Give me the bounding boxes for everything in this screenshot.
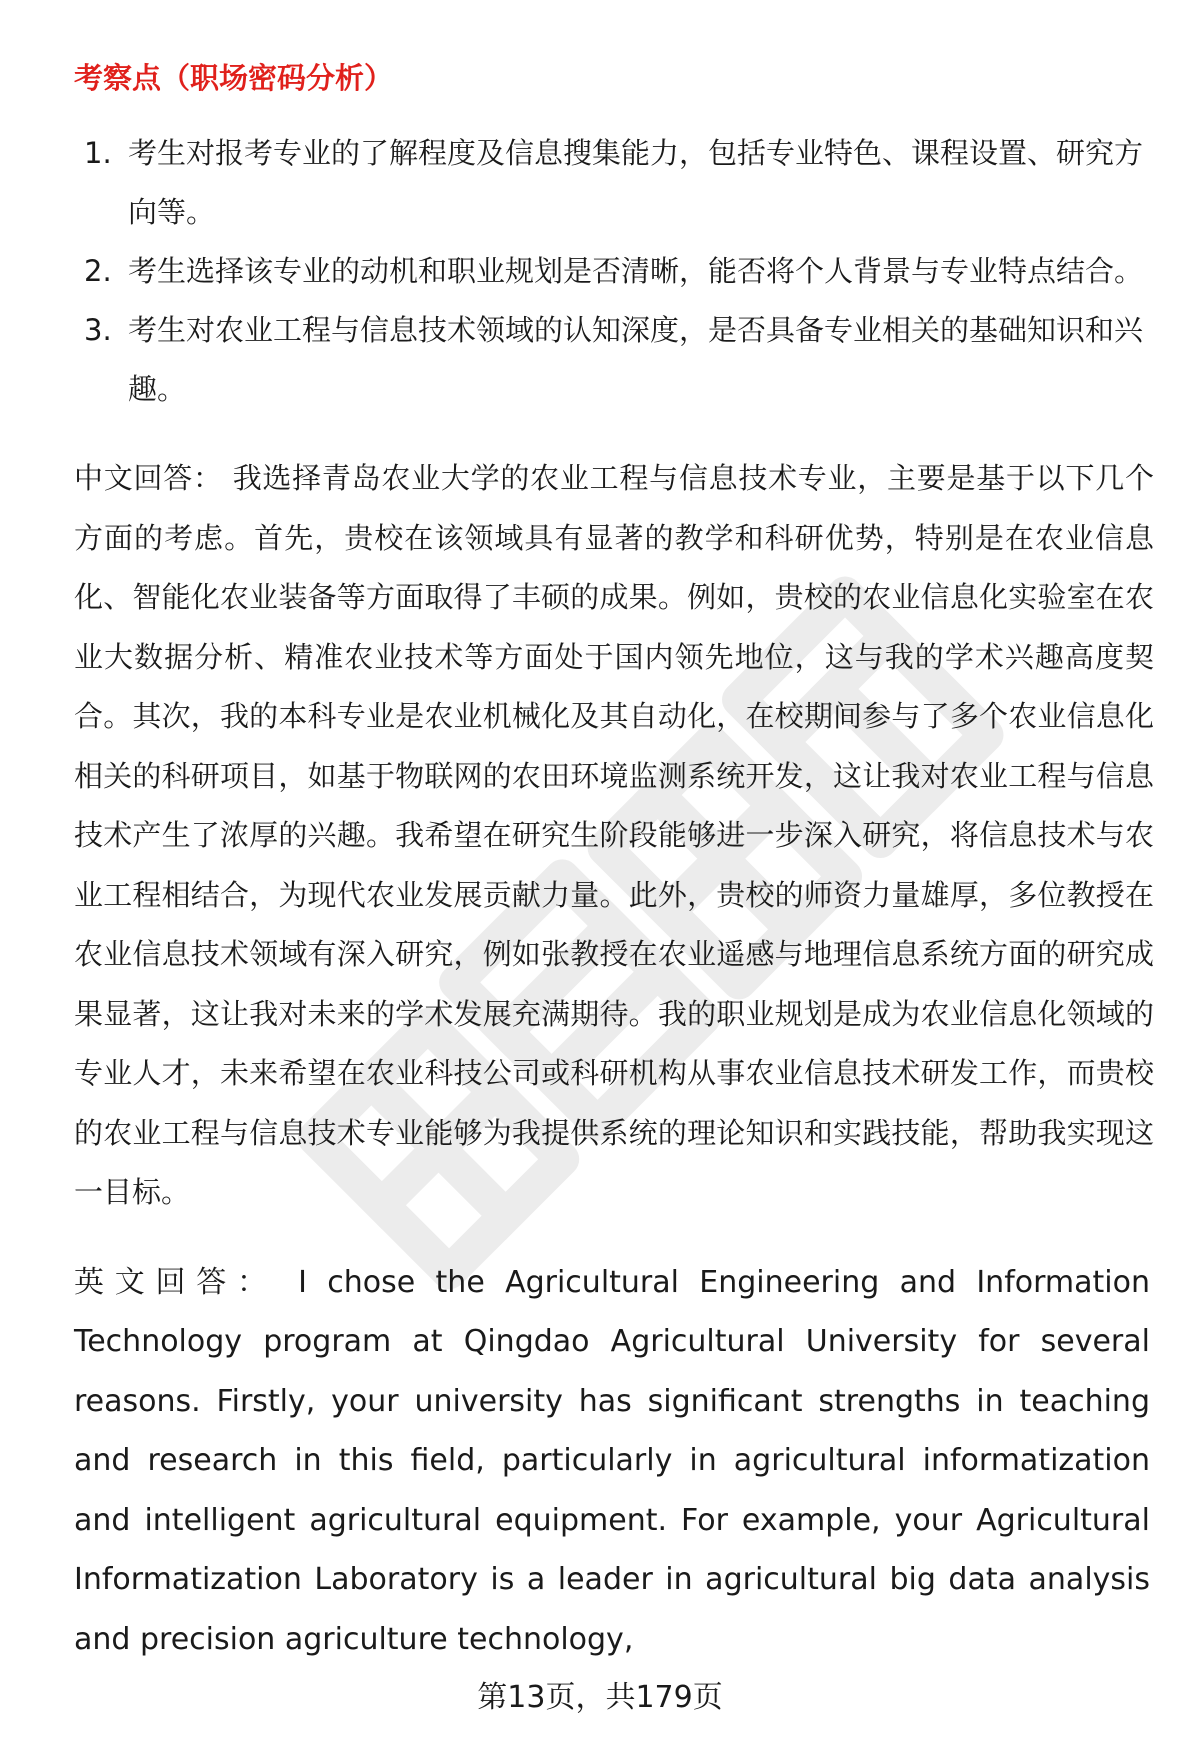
english-answer-label: 英文回答： (74, 1264, 278, 1300)
list-item-number: 2. (84, 254, 112, 288)
list-item (74, 124, 1154, 242)
english-answer-text: I chose the Agricultural Engineering and Information Technology program at Qingdao Agricultural University for several reasons. Firstly, your university has significant strengths in teaching and research in this field, particularly in agricultural informatization and intelligent agricultural equipment. For example, your Agricultural Informatization Laboratory is a leader in agricultural big data analysis and precision agriculture technology, (74, 1264, 1150, 1657)
list-item (74, 301, 1154, 419)
list-item-number: 1. (84, 136, 112, 170)
page-number-footer: 第13页，共179页 (477, 1680, 723, 1715)
chinese-answer-text: 我选择青岛农业大学的农业工程与信息技术专业，主要是基于以下几个方面的考虑。首先，贵校在该领域具有显著的教学和科研优势，特别是在农业信息化、智能化农业装备等方面取得了丰硕的成果。例如，贵校的农业信息化实验室在农业大数据分析、精准农业技术等方面处于国内领先地位，这与我的学术兴趣高度契合。其次，我的本科专业是农业机械化及其自动化，在校期间参与了多个农业信息化相关的科研项目，如基于物联网的农田环境监测系统开发，这让我对农业工程与信息技术产生了浓厚的兴趣。我希望在研究生阶段能够进一步深入研究，将信息技术与农业工程相结合，为现代农业发展贡献力量。此外，贵校的师资力量雄厚，多位教授在农业信息技术领域有深入研究，例如张教授在农业遥感与地理信息系统方面的研究成果显著，这让我对未来的学术发展充满期待。我的职业规划是成为农业信息化领域的专业人才，未来希望在农业科技公司或科研机构从事农业信息技术研发工作，而贵校的农业工程与信息技术专业能够为我提供系统的理论知识和实践技能，帮助我实现这一目标。 (74, 461, 1154, 1209)
list-item-text: 考生选择该专业的动机和职业规划是否清晰，能否将个人背景与专业特点结合。 (128, 254, 1144, 288)
list-item-text: 考生对报考专业的了解程度及信息搜集能力，包括专业特色、课程设置、研究方向等。 (128, 136, 1144, 229)
chinese-answer-label: 中文回答： (74, 461, 223, 495)
section-title: 考察点（职场密码分析） (74, 61, 394, 95)
list-item (74, 242, 1154, 301)
assessment-points-list (74, 124, 1154, 419)
english-answer-paragraph (74, 1253, 1154, 1670)
chinese-answer-paragraph (74, 449, 1154, 1223)
list-item-number: 3. (84, 313, 112, 347)
page-content (74, 58, 1154, 1669)
list-item-text: 考生对农业工程与信息技术领域的认知深度，是否具备专业相关的基础知识和兴趣。 (128, 313, 1144, 406)
